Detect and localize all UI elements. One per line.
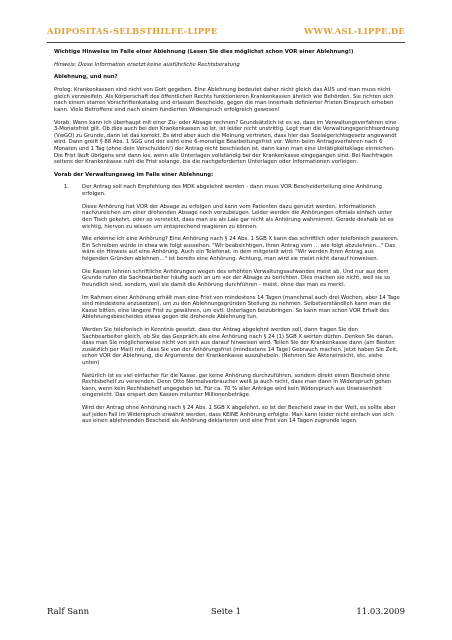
- numbered-list-item: [64, 184, 400, 424]
- item-paragraph-frist: Im Rahmen einer Anhörung erhält man eine Frist von mindestens 14 Tagen (manchmal auch drei Wochen, aber 14 Tage sind mindestens anzusetzen), um zu den Ablehnungsgründen Stellung zu nehmen. Selbstverständlich kann man die Kasse bitten, eine längere Frist zu gewähren, um evtl. Unterlagen beizubringen. So kann man schon VOR Erhalt des Ablehnungsbescheides etwas gegen die drohende Ablehnung tun.: [82, 294, 400, 321]
- item-paragraph-telefon: Die Kassen lehnen schriftliche Anhörungen wegen des erhöhten Verwaltungsaufwandes meist ab. Und nur aus dem Grunde rufen die Sachbearbeiter häufig auch an um vor der Absage zu berichten. Dies machen sie nicht, weil sie so freundlich sind, sondern, weil sie damit die Anhörung durchführen - meist, ohne das man es merkt.: [82, 268, 391, 288]
- page-footer: [47, 607, 405, 619]
- list-item-body: [82, 184, 400, 424]
- document-body: [54, 49, 400, 431]
- item-paragraph-anhoerung: Diese Anhörung hat VOR der Absage zu erfolgen und kann vom Patienten dazu genutzt werden, Informationen nachzureichen um einer drohenden Absage noch vorzubeugen. Leider werden die Anhörungen oftmals einfach unter den Tisch gekehrt, oder so versteckt, dass man sie als Laie gar nicht als Anhörung wahrnimmt. Gerade deshalb ist es wichtig, hiervon zu wissen um entsprechend reagieren zu können.: [82, 203, 394, 230]
- header-site-name: ADIPOSITAS-SELBSTHILFE-LIPPE: [47, 26, 218, 36]
- header-website: WWW.ASL-LIPPE.DE: [303, 26, 405, 36]
- footer-date: 11.03.2009: [356, 607, 405, 617]
- item-paragraph-intro: Der Antrag soll nach Empfehlung des MDK abgelehnt werden - dann muss VOR Bescheiderteilung eine Anhörung erfolgen.: [82, 184, 382, 198]
- item-paragraph-nachfragen: Werden Sie telefonisch in Kenntnis gesetzt, dass der Antrag abgelehnt werden soll, dann fragen Sie den Sachbearbeiter gleich, ob Sie das Gespräch als eine Anhörung nach § 24 (1) SGB X werten dürfen. Denken Sie daran, dass man Sie möglicherweise nicht von sich aus darauf hinweisen wird. Teilen Sie der Krankenkasse dann (am Besten zusätzlich per Mail) mit, dass Sie von der Anhörungsfrist (mindestens 14 Tage) Gebrauch machen. Jetzt haben Sie Zeit, schon VOR der Ablehnung, die Argumente der Krankenkasse auszuhebeln. (Nehmen Sie Akteneinsicht, etc. siehe unten): [82, 327, 398, 366]
- page-header: [47, 26, 405, 40]
- section-heading-verwaltungsweg: Vorab der Verwaltungsweg im Falle einer Ablehnung:: [54, 171, 214, 178]
- list-item-number: 1.: [64, 184, 70, 191]
- document-title: Wichtige Hinweise im Falle einer Ablehnung (Lesen Sie dies möglichst schon VOR einer Ablehnung!): [54, 49, 354, 55]
- section-heading-ablehnung: Ablehnung, und nun?: [54, 74, 118, 81]
- item-paragraph-ohne-anhoerung: Wird der Antrag ohne Anhörung nach § 24 Abs. 1 SGB X abgelehnt, so ist der Bescheid zwar in der Welt, es sollte aber auf jeden Fall im Widerspruch erwähnt werden, dass KEINE Anhörung erfolgte. Man kann leider nicht einfach von sich aus einen ablehnenden Bescheid als Anhörung deklarieren und eine Frist von 14 Tagen zugrunde legen.: [82, 405, 396, 425]
- disclaimer-note: Hinweis: Diese Information ersetzt keine ausführliche Rechtsberatung: [54, 61, 240, 68]
- footer-page-number: Seite 1: [210, 607, 242, 617]
- footer-author: Ralf Sann: [47, 607, 90, 617]
- item-paragraph-erkennen: Wie erkenne ich eine Anhörung? Eine Anhörung nach § 24 Abs. 1 SGB X kann das schriftlich oder telefonisch passieren. Ein Schreiben würde in etwa wie folgt aussehen. "Wir beabsichtigen, Ihren Antrag vom ... wie folgt abzulehnen..." Das wäre ein Hinweis auf eine Anhörung. Auch ein Telefonat, in dem mitgeteilt wird: "Wir werden Ihren Antrag aus folgenden Gründen ablehnen..." ist bereits eine Anhörung. Achtung, man wird sie meist nicht darauf hinweisen.: [82, 236, 399, 262]
- paragraph-prolog: Prolog: Krankenkassen sind nicht von Gott gegeben. Eine Ablehnung bedeutet daher nicht gleich das AUS und man muss nicht gleich verzweifeln. Als Körperschaft des öffentlichen Rechts funktionieren Krankenkassen ähnlich wie Behörden. Sie richten sich nach einem starren Vorschriftenkatalog und erlassen Bescheide, gegen die man innerhalb definierter Fristen Einspruch erheben kann. Viele Betroffene sind nach einem fundierten Widerspruch erfolgreich gewesen!: [54, 87, 394, 113]
- item-paragraph-rechtsbehelf: Natürlich ist es viel einfacher für die Kasse, gar keine Anhörung durchzuführen, sondern direkt einen Bescheid ohne Rechtsbehelf zu versenden. Denn Otto Normalverbraucher weiß ja auch nicht, dass man dann in Widerspruch gehen kann, wenn kein Rechtsbehelf angegeben ist. Für ca. 70 % aller Anträge wird kein Widerspruch aus Unwissenheit eingereicht. Das erspart den Kassen mitunter Millionenbeträge.: [82, 372, 392, 399]
- paragraph-vorab: Vorab: Wann kann ich überhaupt mit einer Zu- oder Absage rechnen? Grundsätzlich ist es so, dass im Verwaltungsverfahren eine 3-Monatsfrist gilt. Ob dies auch bei den Krankenkassen so ist, ist leider nicht unstrittig. Legt man die Verwaltungsgerichtsordnung (VwGO) zu Grunde, dann ist das korrekt. Es wird aber auch die Meinung vertreten, dass hier das Sozialgerichtsgesetz angewandt wird. Dann greift § 88 Abs. 1 SGG und der sieht eine 6-monatige Bearbeitungsfrist vor. Wenn beim Antragsverfahren nach 6 Monaten und 1 Tag (ohne dein Verschulden!) der Antrag nicht beschieden ist, dann kann man eine Untätigkeitsklage einreichen. Die Frist läuft übrigens erst dann los, wenn alle Unterlagen vollständig bei der Krankenkasse eingegangen sind. Bei Nachfragen seitens der Krankenkasse ruht die Frist solange, bis die nachgeforderten Unterlagen oder Informationen vorliegen.: [54, 119, 399, 166]
- header-divider: [47, 42, 405, 43]
